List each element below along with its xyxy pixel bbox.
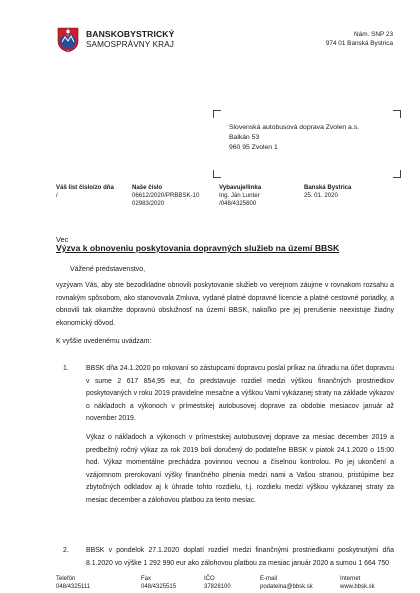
recipient-line3: 960 95 Zvolen 1 <box>229 144 278 151</box>
footer-label: Fax <box>141 576 152 582</box>
list-item-number: 1. <box>63 365 69 372</box>
org-name-line2: SAMOSPRÁVNY KRAJ <box>86 40 174 49</box>
ref-value: Ing. Ján Lunter <box>219 192 260 199</box>
window-corner-top-left <box>213 110 221 118</box>
footer-ico <box>204 576 231 591</box>
subject-label: Vec <box>56 235 69 244</box>
ref-handled-by <box>219 184 261 208</box>
list-item-text: BBSK dňa 24.1.2020 po rokovaní so zástupcami dopravcu poslal príkaz na úhradu na účet dopravcu v sume 2 617 854,95 eur, čo predstavuje rozdiel medzi výškou finančných prostriedkov poskytovaných v roku 2019 pravidelne mesačne a výškou Vami vykázanej straty na základe výkazov o nákladoch a výkonoch v prímestskej autobusovej doprave za obdobie mesiacov január až november 2019. <box>86 365 394 422</box>
address-line1: Nám. SNP 23 <box>354 31 393 38</box>
footer-value: 048/4325111 <box>56 583 91 590</box>
recipient-address <box>229 123 359 153</box>
ref-our-number <box>132 184 199 208</box>
ref-label: Naše číslo <box>132 184 163 191</box>
list-item-text: BBSK v pondelok 27.1.2020 doplatí rozdiel medzi finančnými prostriedkami poskytnutými dňa 8.1.2020 vo výške 1 292 990 eur ako zálohovou platbou za mesiac január 2020 a sumou 1 664 750 <box>86 547 394 567</box>
ref-value: 25. 01. 2020 <box>304 192 338 199</box>
greeting: Vážené predstavenstvo, <box>70 266 146 273</box>
recipient-line2: Balkán 53 <box>229 134 260 141</box>
footer-value: www.bbsk.sk <box>340 583 375 590</box>
footer-label: E-mail <box>260 576 278 582</box>
list-item-number: 2. <box>63 547 69 554</box>
footer-value: 37828100 <box>204 583 231 590</box>
address-line2: 974 01 Banská Bystrica <box>325 40 393 47</box>
footer-fax <box>141 576 176 591</box>
subject-line: Výzva k obnoveniu poskytovania dopravných služieb na území BBSK <box>56 243 340 253</box>
window-corner-bottom-left <box>213 170 221 178</box>
sender-address <box>326 30 393 48</box>
footer-value: podatelna@bbsk.sk <box>260 583 313 590</box>
footer-label: IČO <box>204 576 215 582</box>
coat-of-arms-icon <box>57 27 79 53</box>
paragraph-intro: vyzývam Vás, aby ste bezodkladne obnovili poskytovanie služieb vo verejnom záujme v rovnakom rozsahu a rovnakým spôsobom, ako stanovovala Zmluva, vydané platné dopravné licencie a platné cestovné poriadky, a obnovili tak okamžite dopravnú obslužnosť na území BBSK, nakoľko pre jej prerušenie neexistuje žiadny ekonomický dôvod. <box>56 282 394 327</box>
ref-place-date <box>304 184 351 200</box>
ref-your-letter <box>56 184 114 200</box>
footer-email <box>260 576 313 591</box>
ref-value: / <box>56 192 58 199</box>
footer-label: Internet <box>340 576 361 582</box>
window-corner-top-right <box>393 110 401 118</box>
footer-phone <box>56 576 90 591</box>
window-corner-bottom-right <box>393 170 401 178</box>
recipient-line1: Slovenská autobusová doprava Zvolen a.s. <box>229 124 359 131</box>
list-item-text-continued: Výkaz o nákladoch a výkonoch v prímestskej autobusovej doprave za mesiac december 2019 a predbežný ročný výkaz za rok 2019 boli doručený do podateľne BBSK v piatok 24.1.2020 o 15:00 hod. Výkaz momentálne prechádza povinnou vecnou a číselnou kontrolou. Po jej ukončení a vzájomnom prerokovaní výšky finančného plnenia medzi nami a Vašou stranou, pristúpime bez zbytočných odkladov aj k úhrade tohto rozdielu, t.j. rozdielu medzi výškou vykázanej straty za mesiac december a zálohovou platbou za tento mesiac. <box>86 434 394 504</box>
ref-value: /048/4325600 <box>219 200 257 207</box>
org-name-line1: BANSKOBYSTRICKÝ <box>86 29 175 39</box>
paragraph-lead: K vyššie uvedenému uvádzam: <box>56 338 152 345</box>
footer-label: Telefón <box>56 576 76 582</box>
footer-value: 048/4325515 <box>141 583 177 590</box>
ref-label: Váš list číslo/zo dňa <box>56 184 114 191</box>
ref-label: Vybavuje/linka <box>219 184 262 191</box>
ref-value: 06612/2020/PRBBSK-10 <box>132 192 200 199</box>
footer-web <box>340 576 375 591</box>
ref-label: Banská Bystrica <box>304 184 352 191</box>
ref-value: 02983/2020 <box>132 200 165 207</box>
